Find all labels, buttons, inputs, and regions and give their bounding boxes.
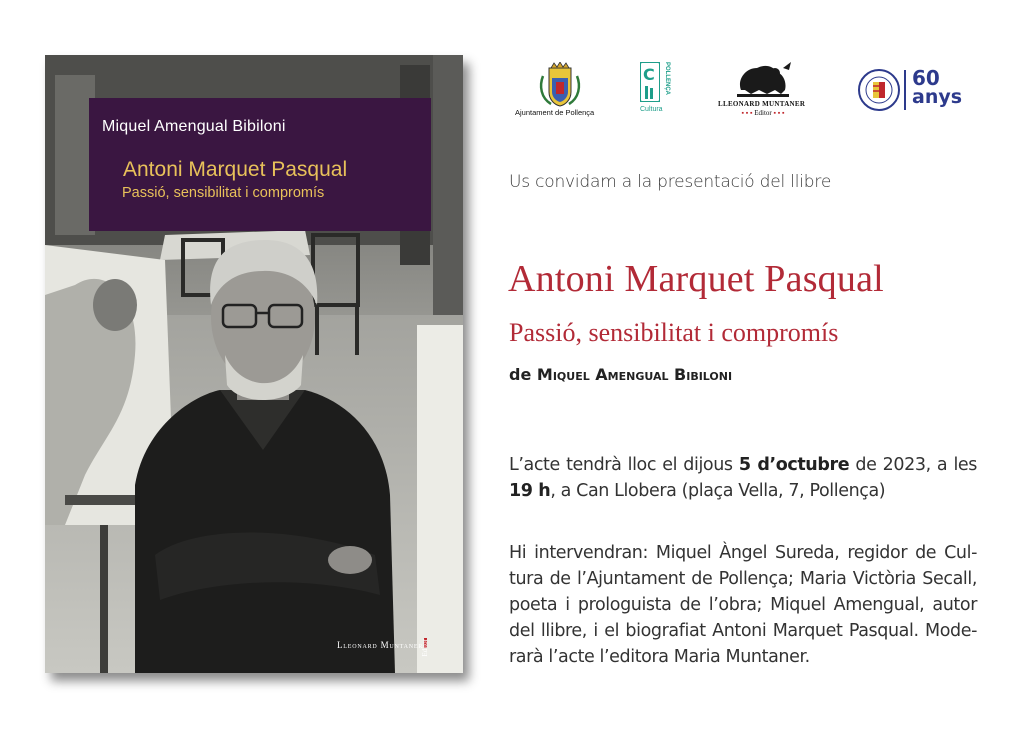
lleonard-dots-right: ▪ ▪ ▪ [771, 109, 785, 117]
byline-author: Miquel Amengual Bibiloni [536, 365, 733, 384]
cover-author: Miquel Amengual Bibiloni [102, 118, 286, 135]
invitation-intro: Us convidam a la presentació del llibre [509, 172, 832, 192]
event-date: 5 d’octubre [738, 455, 850, 475]
anniversary-word: anys [912, 86, 963, 108]
cultura-pollenca-label: POLLENÇA [664, 62, 670, 95]
lleonard-editor [718, 109, 808, 117]
byline-prefix: de [509, 365, 532, 384]
svg-text:C: C [643, 65, 655, 84]
event-text-c: de 2023, a les [849, 455, 977, 475]
event-details-line-2 [509, 478, 977, 504]
anniversary-seal-icon [857, 68, 901, 112]
lleonard-dots-left: ▪ ▪ ▪ [741, 109, 755, 117]
cover-publisher-editor: Editor [421, 639, 429, 657]
coat-of-arms-icon [525, 62, 595, 108]
cover-publisher: Lleonard Muntaner [337, 640, 424, 650]
speakers-line: tura de l’Ajuntament de Pollença; Maria Victòria Secall, [509, 569, 977, 589]
cultura-c-icon [640, 62, 660, 102]
book-cover [45, 55, 463, 673]
event-time: 19 h [509, 481, 551, 501]
lleonard-muntaner-logo [718, 60, 808, 122]
ajuntament-label: Ajuntament de Pollença [515, 108, 595, 117]
invitation-byline [509, 365, 732, 384]
cultura-label: Cultura [640, 106, 663, 113]
invitation-title: Antoni Marquet Pasqual [508, 258, 884, 300]
anniversary-divider [904, 70, 906, 110]
event-text-a: L’acte tendrà lloc el dijous [509, 455, 739, 475]
invitation-subtitle: Passió, sensibilitat i compromís [509, 318, 839, 347]
anniversary-logo [857, 68, 967, 112]
speakers-paragraph [509, 540, 977, 670]
speakers-line: del llibre, i el biografiat Antoni Marquet Pasqual. Mode- [509, 621, 977, 641]
speakers-line: poeta i prologuista de l’obra; Miquel Amengual, autor [509, 595, 977, 615]
cover-title: Antoni Marquet Pasqual [123, 158, 348, 181]
event-location: , a Can Llobera (plaça Vella, 7, Pollença) [550, 481, 886, 501]
cultura-logo [640, 62, 676, 122]
event-details [509, 452, 977, 504]
lleonard-name: LLEONARD MUNTANER [718, 100, 806, 108]
lion-icon [731, 60, 795, 98]
ajuntament-logo [515, 62, 595, 120]
lleonard-editor-label: Editor [754, 109, 772, 117]
anniversary-number: 60 [912, 66, 940, 90]
speakers-line: Hi intervendran: Miquel Àngel Sureda, regidor de Cul- [509, 543, 977, 563]
speakers-line: rarà l’acte l’editora Maria Muntaner. [509, 647, 810, 667]
event-details-line-1 [509, 452, 977, 478]
cover-subtitle: Passió, sensibilitat i compromís [122, 185, 325, 201]
